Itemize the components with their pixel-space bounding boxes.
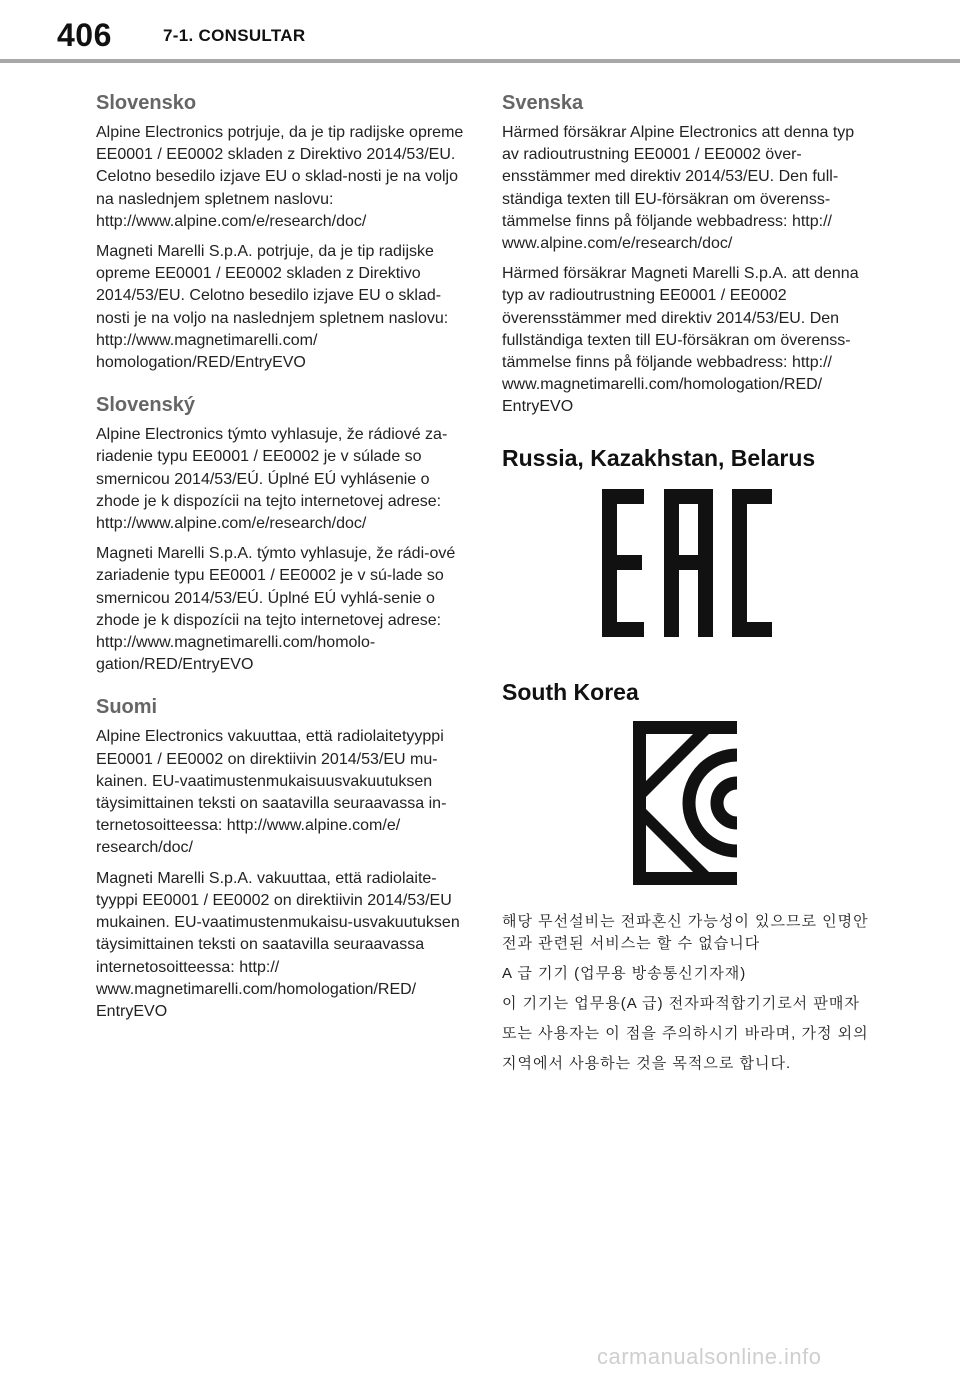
paragraph: Alpine Electronics týmto vyhlasuje, že rádiové za-riadenie typu EE0001 / EE0002 je v súlade so smernicou 2014/53/EÚ. Úplné EÚ vyhlásenie o zhode je k dispozícii na tejto internetovej adrese: http://www.alpine.com/e/research/doc/ [96, 426, 448, 533]
section-heading: Suomi [96, 696, 158, 719]
paragraph: Magneti Marelli S.p.A. vakuuttaa, että radiolaite-tyyppi EE0001 / EE0002 on direktiivin 2014/53/EU mukainen. EU-vaatimustenmukaisu-usvakuutuksen täysimittainen teksti on saatavilla seuraavassa internetosoitteessa: http:// www.magnetimarelli.com/homologation/RED/ EntryEVO [96, 869, 460, 1020]
right-column [502, 90, 872, 1083]
section-slovensky [96, 392, 468, 676]
korea-line: 또는 사용자는 이 점을 주의하시기 바라며, 가정 외의 [502, 1024, 869, 1042]
paragraph: Härmed försäkrar Alpine Electronics att denna typ av radioutrustning EE0001 / EE0002 över-ensstämmer med direktiv 2014/53/EU. Den full-ständiga texten till EU-försäkran om överenss-tämmelse finns på följande webbadress: http:// www.alpine.com/e/research/doc/ [502, 124, 855, 253]
left-column [96, 90, 468, 1041]
paragraph: Härmed försäkrar Magneti Marelli S.p.A. att denna typ av radioutrustning EE0001 / EE0002 överensstämmer med direktiv 2014/53/EU. Den fullständiga texten till EU-försäkran om överenss-tämmelse finns på följande webbadress: http:// www.magnetimarelli.com/homologation/RED/ EntryEVO [502, 265, 859, 416]
page-header [0, 0, 960, 64]
section-heading: Svenska [502, 92, 584, 114]
region-heading-korea: South Korea [502, 678, 639, 705]
chapter-title: 7-1. CONSULTAR [163, 26, 306, 45]
korea-line: 해당 무선설비는 전파혼신 가능성이 있으므로 인명안전과 관련된 서비스는 할 수 없습니다 [502, 912, 869, 952]
korea-line: 지역에서 사용하는 것을 목적으로 합니다. [502, 1054, 792, 1072]
kc-mark [502, 721, 872, 885]
region-heading-russia: Russia, Kazakhstan, Belarus [502, 444, 816, 471]
eac-conformity-mark-icon [602, 489, 772, 637]
paragraph: Alpine Electronics vakuuttaa, että radiolaitetyyppi EE0001 / EE0002 on direktiivin 2014/53/EU mu-kainen. EU-vaatimustenmukaisuusvakuutuksen täysimittainen teksti on saatavilla seuraavassa in-ternetosoitteessa: http://www.alpine.com/e/ research/doc/ [96, 728, 447, 857]
section-slovensko [96, 90, 468, 374]
paragraph: Alpine Electronics potrjuje, da je tip radijske opreme EE0001 / EE0002 skladen z Direktivo 2014/53/EU. Celotno besedilo izjave EU o sklad-nosti je na voljo na naslednjem spletnem naslovu: http://www.alpine.com/e/research/doc/ [96, 124, 464, 230]
page-number: 406 [57, 17, 112, 53]
paragraph: Magneti Marelli S.p.A. potrjuje, da je tip radijske opreme EE0001 / EE0002 skladen z Direktivo 2014/53/EU. Celotno besedilo izjave EU o sklad-nosti je na voljo na naslednjem spletnem naslovu: http://www.magnetimarelli.com/ homologation/RED/EntryEVO [96, 243, 449, 372]
header-divider [0, 59, 960, 63]
korea-notice [502, 911, 872, 1075]
section-suomi [96, 694, 468, 1023]
kc-certification-mark-icon [633, 721, 741, 885]
section-heading: Slovenský [96, 394, 195, 417]
section-heading: Slovensko [96, 92, 197, 114]
eac-mark [502, 489, 872, 637]
section-svenska [502, 90, 872, 419]
korea-line: 이 기기는 업무용(A 급) 전자파적합기기로서 판매자 [502, 994, 860, 1012]
paragraph: Magneti Marelli S.p.A. týmto vyhlasuje, že rádi-ové zariadenie typu EE0001 / EE0002 je v sú-lade so smernicou 2014/53/EÚ. Úplné EÚ vyhlá-senie o zhode je k dispozícii na tejto internetovej adrese: http://www.magnetimarelli.com/homolo-gation/RED/EntryEVO [96, 545, 456, 674]
watermark: carmanualsonline.info [597, 1344, 822, 1369]
korea-line: A 급 기기 (업무용 방송통신기자재) [502, 964, 747, 982]
